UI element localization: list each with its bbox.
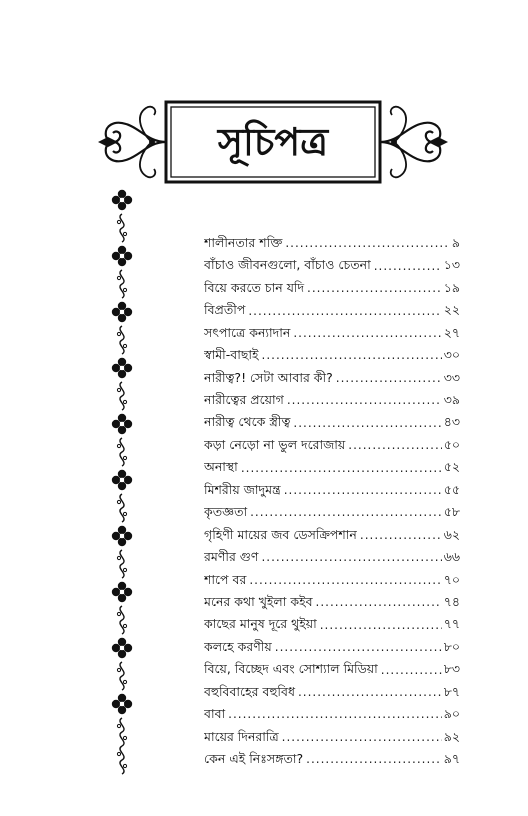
toc-entry-title: স্বামী-বাছাই <box>204 347 259 363</box>
dot-leader <box>381 664 442 676</box>
floral-border-icon <box>110 188 134 778</box>
toc-entry-title: সৎপাত্রে কন্যাদান <box>204 324 291 340</box>
toc-entry[interactable] <box>204 232 460 254</box>
dot-leader <box>241 462 442 474</box>
toc-entry-page: ৩৯ <box>443 392 460 408</box>
toc-entry-page: ৪৩ <box>443 414 460 430</box>
dot-leader <box>261 551 441 563</box>
toc-entry-title: মায়ের দিনরাত্রি <box>204 728 279 744</box>
toc-entry-title: গৃহিণী মায়ের জব ডেসক্রিপশান <box>204 526 357 542</box>
toc-entry-title: শালীনতার শক্তি <box>204 234 283 250</box>
toc-entry[interactable] <box>204 726 460 748</box>
toc-entry[interactable] <box>204 367 460 389</box>
toc-entry-page: ৭৪ <box>443 593 460 609</box>
dot-leader <box>293 417 441 429</box>
toc-entry[interactable] <box>204 703 460 725</box>
toc-entry-page: ৫২ <box>443 459 460 475</box>
dot-leader <box>307 282 442 294</box>
dot-leader <box>374 260 442 272</box>
toc-entry-page: ১৯ <box>443 279 460 295</box>
toc-entry-title: রমণীর গুণ <box>204 549 259 565</box>
toc-entry-page: ৭০ <box>443 571 460 587</box>
dot-leader <box>262 349 442 361</box>
toc-entry-title: বহুবিবাহের বহুবিধ <box>204 683 295 699</box>
dot-leader <box>320 619 442 631</box>
toc-entry-page: ৩৩ <box>443 369 460 385</box>
toc-entry-page: ২২ <box>443 302 460 318</box>
dot-leader <box>316 596 442 608</box>
toc-entry-title: কাছের মানুষ দূরে থুইয়া <box>204 616 317 632</box>
toc-entry-page: ৯ <box>451 234 460 250</box>
toc-entry[interactable] <box>204 299 460 321</box>
toc-entry[interactable] <box>204 569 460 591</box>
toc-entry-page: ৫৮ <box>443 504 460 520</box>
toc-entry[interactable] <box>204 681 460 703</box>
toc-entry-title: কেন এই নিঃসঙ্গতা? <box>204 751 304 767</box>
toc-entry-title: শাপে বর <box>204 571 247 587</box>
toc-entry[interactable] <box>204 322 460 344</box>
toc-entry-page: ৬২ <box>443 526 460 542</box>
toc-entry-page: ৮৩ <box>443 661 460 677</box>
toc-entry-page: ৯৭ <box>443 751 460 767</box>
toc-entry-title: অনাস্থা <box>204 459 238 475</box>
toc-entry[interactable] <box>204 591 460 613</box>
toc-entry[interactable] <box>204 254 460 276</box>
dot-leader <box>282 731 442 743</box>
toc-entry-title: মিশরীয় জাদুমন্ত্র <box>204 481 281 497</box>
dot-leader <box>228 708 442 720</box>
toc-entry-page: ১৩ <box>443 257 460 273</box>
toc-entry[interactable] <box>204 412 460 434</box>
toc-entry-title: বিয়ে করতে চান যদি <box>204 279 305 295</box>
table-of-contents <box>204 232 460 771</box>
toc-entry-page: ৮০ <box>443 638 460 654</box>
dot-leader <box>284 484 442 496</box>
toc-entry[interactable] <box>204 456 460 478</box>
toc-entry-page: ৫৫ <box>443 481 460 497</box>
toc-entry-title: বাবা <box>204 706 226 722</box>
dot-leader <box>285 237 450 249</box>
toc-entry[interactable] <box>204 658 460 680</box>
toc-entry-title: নারীত্ব থেকে স্ত্রীত্ব <box>204 414 291 430</box>
toc-entry[interactable] <box>204 479 460 501</box>
toc-entry[interactable] <box>204 748 460 770</box>
toc-entry[interactable] <box>204 344 460 366</box>
toc-entry-title: বিপ্রতীপ <box>204 302 246 318</box>
toc-entry-title: কড়া নেড়ো না ভুল দরোজায় <box>204 436 346 452</box>
toc-entry-title: কলহে করণীয় <box>204 638 272 654</box>
dot-leader <box>249 574 441 586</box>
dot-leader <box>306 753 442 765</box>
toc-entry[interactable] <box>204 636 460 658</box>
toc-entry-page: ৯২ <box>443 728 460 744</box>
page-title: সূচিপত্র <box>217 119 329 164</box>
toc-entry-page: ৮৭ <box>443 683 460 699</box>
dot-leader <box>287 394 442 406</box>
dot-leader <box>293 327 441 339</box>
toc-entry-title: নারীত্বের প্রয়োগ <box>204 392 284 408</box>
toc-entry-title: কৃতজ্ঞতা <box>204 504 248 520</box>
toc-entry-page: ৬৬ <box>443 549 460 565</box>
toc-entry-page: ৯০ <box>443 706 460 722</box>
toc-entry-title: বাঁচাও জীবনগুলো, বাঁচাও চেতনা <box>204 257 371 273</box>
toc-entry-page: ৩০ <box>443 347 460 363</box>
dot-leader <box>360 529 442 541</box>
toc-entry[interactable] <box>204 434 460 456</box>
dot-leader <box>250 506 442 518</box>
dot-leader <box>336 372 442 384</box>
toc-entry[interactable] <box>204 501 460 523</box>
toc-entry[interactable] <box>204 546 460 568</box>
dot-leader <box>248 305 441 317</box>
dot-leader <box>275 641 442 653</box>
toc-entry-page: ৭৭ <box>443 616 460 632</box>
toc-entry-title: নারীত্ব?! সেটা আবার কী? <box>204 369 333 385</box>
toc-entry-page: ৫০ <box>443 436 460 452</box>
toc-entry-title: বিয়ে, বিচ্ছেদ এবং সোশ্যাল মিডিয়া <box>204 661 378 677</box>
title-banner <box>96 96 450 188</box>
toc-entry[interactable] <box>204 389 460 411</box>
toc-entry-page: ২৭ <box>443 324 460 340</box>
dot-leader <box>298 686 442 698</box>
toc-entry[interactable] <box>204 277 460 299</box>
toc-entry[interactable] <box>204 524 460 546</box>
toc-entry-title: মনের কথা খুইলা কইব <box>204 593 313 609</box>
dot-leader <box>348 439 441 451</box>
toc-entry[interactable] <box>204 613 460 635</box>
